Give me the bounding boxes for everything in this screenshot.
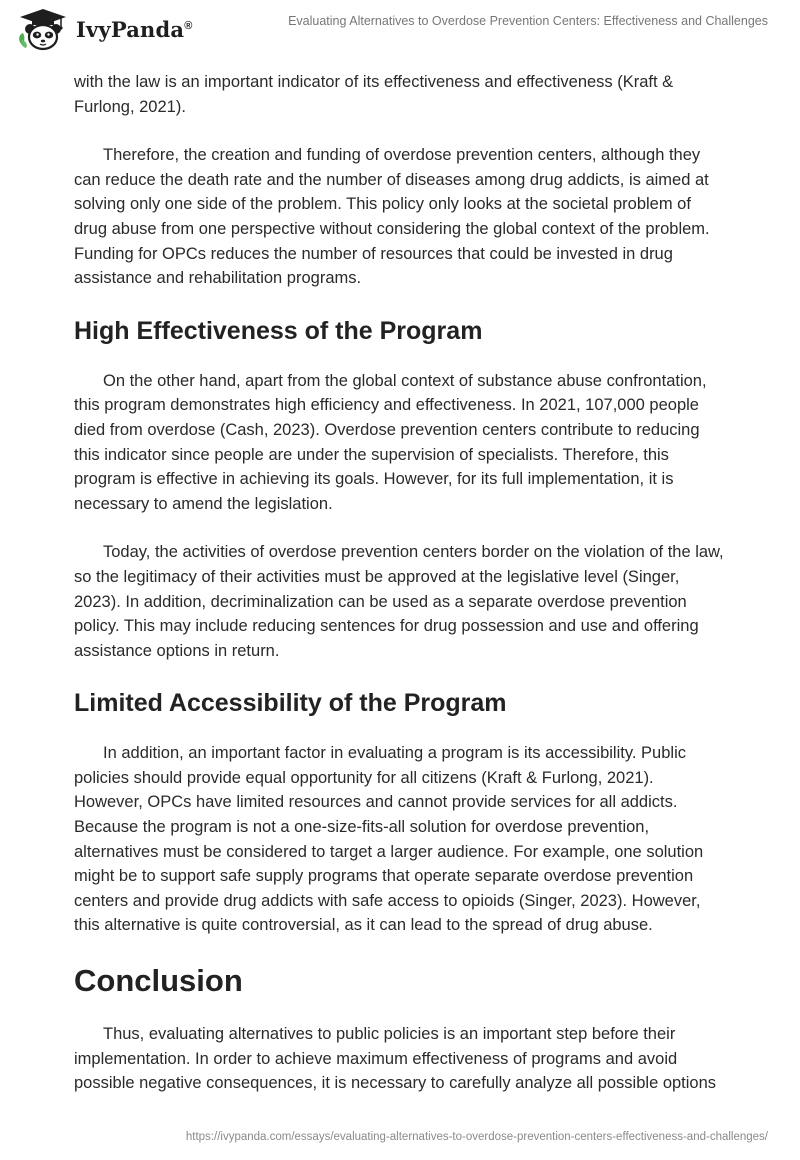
brand-name-text: IvyPanda	[76, 16, 185, 42]
paragraph-accessibility: In addition, an important factor in evaluating a program is its accessibility. Public policies should provide equal opportunity for all citizens (Kraft & Furlong, 2021). However, OPCs have limited resources and cannot provide services for all addicts. Because the program is not a one-size-fits-all solution for overdose prevention, alternatives must be considered to target a larger audience. For example, one solution might be to support safe supply programs that operate separate overdose prevention centers and provide drug addicts with safe access to opioids (Singer, 2023). However, this alternative is quite controversial, as it can lead to the spread of drug abuse.	[74, 744, 704, 935]
paragraph-effectiveness: On the other hand, apart from the global context of substance abuse confrontation, this program demonstrates high efficiency and effectiveness. In 2021, 107,000 people died from overdose (Cash, 2023). Overdose prevention centers contribute to reducing this indicator since people are under the supervision of specialists. Therefore, this program is effective in achieving its goals. However, for its full implementation, it is necessary to amend the legislation.	[74, 371, 707, 513]
page-header	[0, 0, 800, 60]
paragraph-continued: with the law is an important indicator of its effectiveness and effectiveness (Kraft & Furlong, 2021).	[74, 73, 674, 116]
ivypanda-logo[interactable]	[16, 8, 193, 50]
source-url-link[interactable]: https://ivypanda.com/essays/evaluating-alternatives-to-overdose-prevention-centers-effectiveness-and-challenges/	[185, 1131, 768, 1143]
paragraph-legislation: Today, the activities of overdose prevention centers border on the violation of the law, so the legitimacy of their activities must be approved at the legislative level (Singer, 2023). In addition, decriminalization can be used as a separate overdose prevention policy. This may include reducing sentences for drug possession and use and offering assistance options in return.	[74, 543, 724, 660]
heading-high-effectiveness: High Effectiveness of the Program	[74, 316, 483, 345]
paragraph-funding: Therefore, the creation and funding of overdose prevention centers, although they can reduce the death rate and the number of diseases among drug addicts, is aimed at solving only one side of the problem. This policy only looks at the societal problem of drug abuse from one perspective without considering the global context of the problem. Funding for OPCs reduces the number of resources that could be invested in drug assistance and rehabilitation programs.	[74, 146, 710, 288]
essay-content	[74, 70, 726, 1120]
registered-mark: ®	[184, 19, 193, 32]
brand-name	[76, 17, 193, 42]
heading-conclusion: Conclusion	[74, 963, 243, 999]
document-title: Evaluating Alternatives to Overdose Prevention Centers: Effectiveness and Challenges	[288, 14, 768, 28]
paragraph-conclusion: Thus, evaluating alternatives to public policies is an important step before their implementation. In order to achieve maximum effectiveness of programs and avoid possible negative consequences, it is necessary to carefully analyze all possible options	[74, 1025, 717, 1093]
panda-graduation-cap-icon	[16, 7, 70, 51]
heading-limited-accessibility: Limited Accessibility of the Program	[74, 689, 507, 718]
